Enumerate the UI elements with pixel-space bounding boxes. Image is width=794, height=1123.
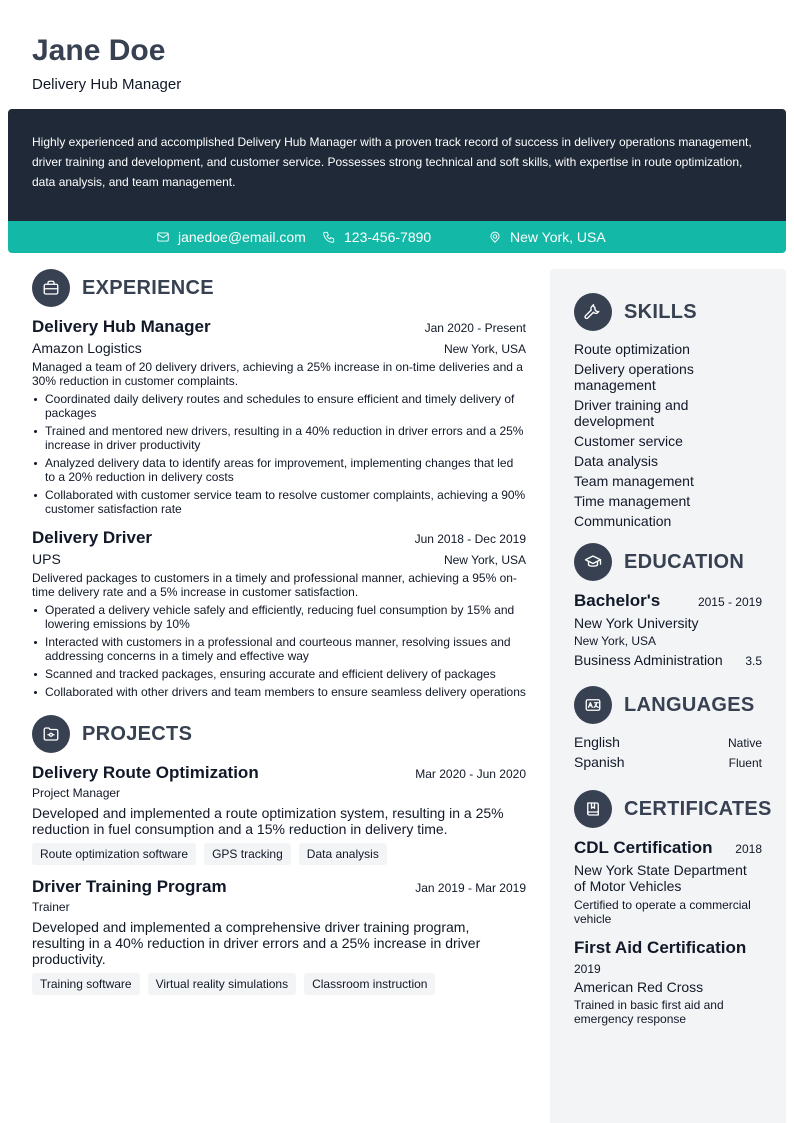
project-title: Delivery Route Optimization [32, 763, 259, 782]
certificate-title: First Aid Certification [574, 938, 747, 957]
project-tags [32, 973, 526, 995]
translate-icon [584, 696, 602, 714]
job-title: Delivery Hub Manager [32, 317, 211, 336]
project-role: Project Manager [32, 786, 121, 800]
projects-title: PROJECTS [82, 722, 193, 745]
experience-entry [32, 528, 526, 699]
certificate-year: 2019 [574, 962, 601, 976]
sidebar-column [550, 269, 786, 1123]
project-tags [32, 843, 526, 865]
job-company: UPS [32, 551, 61, 567]
skill-item: Delivery operations management [574, 361, 694, 393]
job-location: New York, USA [443, 342, 526, 356]
education-title: EDUCATION [624, 550, 745, 573]
school-name: New York University [574, 615, 699, 631]
project-tag: Data analysis [299, 843, 387, 865]
project-date: Mar 2020 - Jun 2020 [415, 767, 526, 781]
field-of-study: Business Administration [574, 652, 723, 668]
folder-icon [42, 725, 60, 743]
education-entry [574, 591, 762, 668]
job-description: Managed a team of 20 delivery drivers, achieving a 25% increase in on-time deliveries and a 30% reduction in customer complaints. [32, 360, 523, 388]
language-name: English [574, 734, 620, 750]
resume-header [32, 32, 181, 93]
skills-title: SKILLS [624, 300, 697, 323]
location-text: New York, USA [510, 229, 606, 245]
certificates-title: CERTIFICATES [624, 797, 772, 820]
job-company: Amazon Logistics [32, 340, 142, 356]
job-bullet: Collaborated with customer service team to resolve customer complaints, achieving a 90% customer satisfaction rate [32, 488, 526, 516]
languages-title: LANGUAGES [624, 693, 755, 716]
job-bullets [32, 603, 526, 699]
project-title: Driver Training Program [32, 877, 227, 896]
skills-heading [574, 293, 762, 331]
project-tag: GPS tracking [204, 843, 291, 865]
education-years: 2015 - 2019 [697, 595, 762, 609]
certificate-issuer: American Red Cross [574, 979, 704, 995]
briefcase-icon [42, 279, 60, 297]
skill-item: Communication [574, 513, 672, 529]
project-entry [32, 763, 526, 865]
skills-list [574, 341, 762, 529]
job-location: New York, USA [443, 553, 526, 567]
language-name: Spanish [574, 754, 625, 770]
degree: Bachelor's [574, 591, 661, 610]
wrench-icon [584, 303, 602, 321]
job-title: Delivery Driver [32, 528, 153, 547]
language-level: Native [727, 736, 762, 750]
project-description: Developed and implemented a route optimization system, resulting in a 25% reduction in fuel consumption and a 15% reduction in delivery time. [32, 805, 504, 837]
project-entry [32, 877, 526, 995]
job-description: Delivered packages to customers in a timely and professional manner, achieving a 95% on-time delivery rate and a 5% increase in customer satisfaction. [32, 571, 517, 599]
job-bullet: Interacted with customers in a professional and courteous manner, resolving issues and addressing concerns in a timely and effective way [32, 635, 526, 663]
contact-location [488, 221, 606, 253]
skill-item: Data analysis [574, 453, 659, 469]
project-description: Developed and implemented a comprehensive driver training program, resulting in a 40% reduction in driver errors and a 25% increase in driver productivity. [32, 919, 481, 967]
map-pin-icon [488, 230, 502, 244]
experience-heading [32, 269, 526, 307]
certificate-title: CDL Certification [574, 838, 713, 857]
languages-heading [574, 686, 762, 724]
summary-text: Highly experienced and accomplished Delivery Hub Manager with a proven track record of success in delivery operations management, driver training and development, and customer service. Possesses strong technical and soft skills, with expertise in route optimization, data analysis, and team management. [32, 135, 752, 189]
job-bullets [32, 392, 526, 516]
phone-text: 123-456-7890 [344, 229, 432, 245]
mail-icon [156, 230, 170, 244]
contact-phone[interactable] [322, 221, 431, 253]
skill-item: Time management [574, 493, 691, 509]
summary-section [8, 109, 786, 221]
certificate-year: 2018 [735, 842, 762, 856]
project-tag: Classroom instruction [304, 973, 435, 995]
school-location: New York, USA [574, 634, 657, 648]
candidate-name: Jane Doe [32, 34, 166, 67]
project-date: Jan 2019 - Mar 2019 [415, 881, 526, 895]
experience-entry [32, 317, 526, 516]
language-level: Fluent [728, 756, 762, 770]
graduation-cap-icon [584, 553, 602, 571]
skill-item: Customer service [574, 433, 683, 449]
job-date: Jan 2020 - Present [424, 321, 526, 335]
job-bullet: Operated a delivery vehicle safely and efficiently, reducing fuel consumption by 15% and lowering emissions by 10% [32, 603, 526, 631]
job-bullet: Collaborated with other drivers and team members to ensure seamless delivery operations [32, 685, 526, 699]
main-column [32, 269, 526, 995]
skill-item: Team management [574, 473, 694, 489]
certificate-entry [574, 938, 762, 1026]
job-bullet: Trained and mentored new drivers, resulting in a 40% reduction in driver errors and a 25% increase in driver productivity [32, 424, 526, 452]
project-tag: Training software [32, 973, 140, 995]
gpa: 3.5 [745, 654, 762, 668]
certificate-description: Trained in basic first aid and emergency response [574, 998, 724, 1026]
education-heading [574, 543, 762, 581]
language-row [574, 734, 762, 750]
project-role: Trainer [32, 900, 70, 914]
skill-item: Route optimization [574, 341, 690, 357]
certificate-description: Certified to operate a commercial vehicle [574, 898, 751, 926]
contact-bar [8, 221, 786, 253]
language-row [574, 754, 762, 770]
experience-title: EXPERIENCE [82, 276, 214, 299]
certificate-entry [574, 838, 762, 926]
phone-icon [322, 230, 336, 244]
candidate-title: Delivery Hub Manager [32, 76, 182, 93]
skill-item: Driver training and development [574, 397, 689, 429]
projects-heading [32, 715, 526, 753]
job-date: Jun 2018 - Dec 2019 [414, 532, 526, 546]
job-bullet: Analyzed delivery data to identify areas for improvement, implementing changes that led to a 20% reduction in delivery costs [32, 456, 526, 484]
job-bullet: Coordinated daily delivery routes and schedules to ensure efficient and timely delivery of packages [32, 392, 526, 420]
job-bullet: Scanned and tracked packages, ensuring accurate and efficient delivery of packages [32, 667, 526, 681]
certificates-heading [574, 790, 772, 828]
project-tag: Virtual reality simulations [148, 973, 297, 995]
project-tag: Route optimization software [32, 843, 196, 865]
contact-email[interactable] [156, 221, 306, 253]
languages-list [574, 734, 762, 770]
email-text: janedoe@email.com [178, 229, 306, 245]
certificate-issuer: New York State Department of Motor Vehicles [574, 862, 747, 894]
book-icon [584, 800, 602, 818]
